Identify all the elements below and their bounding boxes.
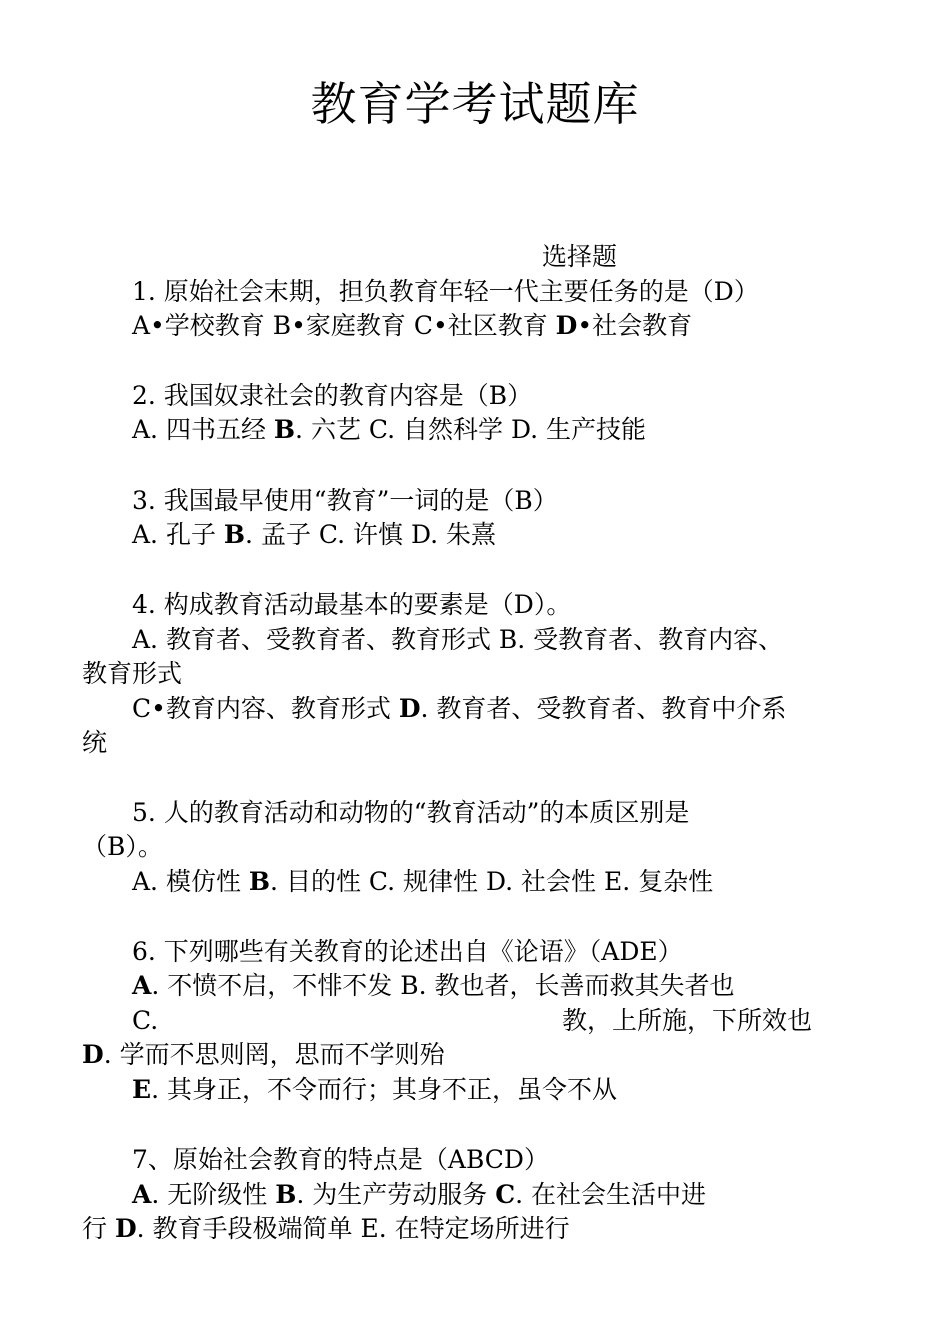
option-c: C. 许慎 [318, 520, 411, 549]
option-d-key: D [398, 694, 421, 723]
option-d: . 教育者、受教育者、教育中介系 [420, 694, 787, 723]
question-7-stem: 7、原始社会教育的特点是（ABCD） [132, 1145, 549, 1174]
option-e: E. 复杂性 [603, 867, 714, 896]
option-b-key: B [248, 867, 271, 896]
question-5-stem-cont: （B）。 [82, 832, 163, 861]
option-a: . 无阶级性 [151, 1180, 276, 1209]
option-b: B. 教也者，长善而救其失者也 [400, 971, 735, 1000]
option-a: A. 孔子 [132, 520, 224, 549]
option-d: D. 朱熹 [410, 520, 497, 549]
option-c: C•社区教育 [413, 311, 556, 340]
option-e: E. 在特定场所进行 [360, 1214, 570, 1243]
option-b: B•家庭教育 [272, 311, 414, 340]
question-2-stem: 2. 我国奴隶社会的教育内容是（B） [132, 381, 533, 410]
question-7-options-line-2 [82, 1212, 570, 1246]
option-c-cont: 行 [82, 1214, 115, 1243]
option-d-key: D [82, 1040, 104, 1069]
question-4-stem: 4. 构成教育活动最基本的要素是（D）。 [132, 590, 572, 619]
option-b-key: B [275, 1180, 297, 1209]
option-b: . 孟子 [245, 520, 319, 549]
option-a-key: A [132, 1180, 152, 1209]
question-6-options-line-4 [132, 1073, 617, 1107]
option-b: . 为生产劳动服务 [296, 1180, 496, 1209]
option-d: . 学而不思则罔，思而不学则殆 [103, 1040, 445, 1069]
section-heading: 选择题 [542, 242, 618, 271]
option-a: A•学校教育 [132, 311, 273, 340]
option-e: . 其身正，不令而行；其身不正，虽令不从 [151, 1075, 617, 1104]
question-3-stem: 3. 我国最早使用“教育”一词的是（B） [132, 486, 558, 515]
option-d: D. 社会性 [485, 867, 604, 896]
option-c: C. 自然科学 [368, 415, 511, 444]
option-a-key: A [132, 971, 152, 1000]
question-7-options-line-1 [132, 1178, 706, 1212]
option-d: D. 生产技能 [510, 415, 647, 444]
option-b: . 目的性 [270, 867, 369, 896]
question-5-options [132, 865, 713, 899]
option-c: . 在社会生活中进 [515, 1180, 707, 1209]
option-d: •社会教育 [577, 311, 693, 340]
option-a: . 不愤不启，不悱不发 [151, 971, 401, 1000]
option-c-key: C [495, 1180, 516, 1209]
question-4-options-line-3 [132, 692, 786, 726]
question-6-stem: 6. 下列哪些有关教育的论述出自《论语》（ADE） [132, 937, 683, 966]
question-5-stem: 5. 人的教育活动和动物的“教育活动”的本质区别是 [132, 798, 690, 827]
option-b-key: B [223, 520, 246, 549]
option-a: A. 四书五经 [132, 415, 274, 444]
option-c: 教，上所施，下所效也 [562, 1006, 813, 1035]
question-2-options [132, 413, 646, 447]
question-4-options-line-2: 教育形式 [82, 659, 183, 688]
option-b-key: B [273, 415, 296, 444]
question-1-options [132, 309, 692, 343]
question-4-options-line-4: 统 [82, 728, 108, 757]
option-d-key: D [555, 311, 578, 340]
question-1-stem: 1. 原始社会末期，担负教育年轻一代主要任务的是（D） [132, 277, 759, 306]
option-b: . 六艺 [295, 415, 369, 444]
option-d: . 教育手段极端简单 [136, 1214, 361, 1243]
option-e-key: E [132, 1075, 152, 1104]
question-3-options [132, 518, 496, 552]
option-d-key: D [114, 1214, 137, 1243]
question-4-options-line-1: A. 教育者、受教育者、教育形式 B. 受教育者、教育内容、 [132, 625, 784, 654]
option-c: C•教育内容、教育形式 [132, 694, 399, 723]
question-6-options-line-3 [82, 1038, 445, 1072]
page-title: 教育学考试题库 [310, 77, 640, 131]
option-c: C. 规律性 [368, 867, 486, 896]
option-a: A. 模仿性 [132, 867, 249, 896]
question-6-options-line-1 [132, 969, 735, 1003]
option-c-label: C. [132, 1006, 159, 1035]
